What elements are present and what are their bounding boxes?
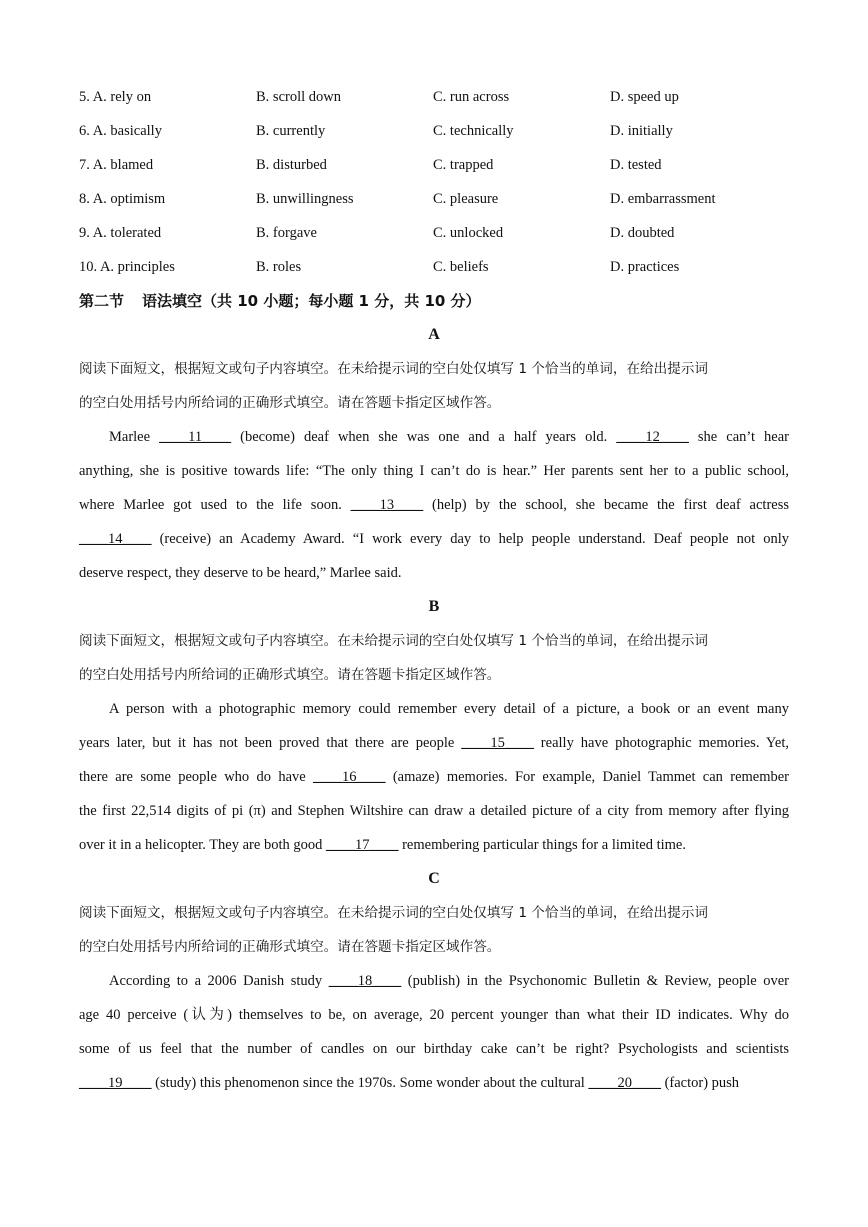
passage-text: some of us feel that the number of candles on our birthday cake can’t be right? Psychologists and scientists (79, 1041, 789, 1057)
option-a: 5. A. rely on (79, 88, 152, 105)
option-d: D. embarrassment (610, 190, 716, 207)
section-title: 语法填空（共 10 小题；每小题 1 分，共 10 分） (142, 292, 481, 310)
passage-text: (receive) an Academy Award. “I work every day to help people understand. Deaf people not only (151, 531, 789, 547)
passage-line (79, 726, 789, 760)
option-b: B. currently (256, 122, 326, 139)
option-b: B. scroll down (256, 88, 341, 105)
passage-text: anything, she is positive towards life: “The only thing I can’t do is hear.” Her parents sent her to a public school, (79, 463, 789, 479)
option-row (79, 148, 789, 182)
option-d: D. practices (610, 258, 680, 275)
section-heading (79, 284, 789, 318)
passage-text: (publish) in the Psychonomic Bulletin & Review, people over (401, 973, 789, 989)
instruction-line-2: 的空白处用括号内所给词的正确形式填空。请在答题卡指定区域作答。 (79, 939, 501, 955)
passage-b-letter: B (428, 598, 440, 615)
section-label: 第二节 (79, 292, 125, 310)
passage-line (79, 998, 789, 1032)
passage-b-instruction (79, 624, 789, 692)
passage-line (79, 828, 789, 862)
answer-blank: ____16____ (313, 769, 386, 785)
option-c: C. run across (433, 88, 510, 105)
passage-text: (become) deaf when she was one and a half years old. (231, 429, 617, 445)
passage-text: A person with a photographic memory could remember every detail of a picture, a book or an event many (109, 701, 789, 717)
options-table (79, 80, 789, 284)
passage-text: over it in a helicopter. They are both good (79, 837, 326, 853)
option-row (79, 80, 789, 114)
passage-text: the first 22,514 digits of pi (π) and Stephen Wiltshire can draw a detailed picture of a city from memory after flying (79, 803, 789, 819)
option-row (79, 114, 789, 148)
passage-text: she can’t hear (688, 429, 790, 445)
passage-text: deserve respect, they deserve to be heard,” Marlee said. (79, 565, 402, 581)
passage-line (79, 794, 789, 828)
passage-text: According to a 2006 Danish study (109, 973, 329, 989)
passage-line (79, 760, 789, 794)
passage-b-text (79, 692, 789, 862)
passage-text: where Marlee got used to the life soon. (79, 497, 351, 513)
instruction-line-2: 的空白处用括号内所给词的正确形式填空。请在答题卡指定区域作答。 (79, 395, 501, 411)
option-row (79, 216, 789, 250)
option-a: 6. A. basically (79, 122, 162, 139)
passage-text: there are some people who do have (79, 769, 314, 785)
answer-blank: ____15____ (461, 735, 534, 751)
passage-c-instruction (79, 896, 789, 964)
option-b: B. disturbed (256, 156, 327, 173)
option-b: B. roles (256, 258, 302, 275)
option-c: C. trapped (433, 156, 494, 173)
passage-text: (help) by the school, she became the first deaf actress (423, 497, 789, 513)
answer-blank: ____11____ (159, 429, 232, 445)
passage-c-letter: C (428, 870, 440, 887)
instruction-line-1: 阅读下面短文，根据短文或句子内容填空。在未给提示词的空白处仅填写 1 个恰当的单词，在给出提示词 (79, 361, 709, 377)
answer-blank: ____17____ (325, 837, 399, 853)
answer-blank: ____14____ (79, 531, 152, 547)
option-a: 8. A. optimism (79, 190, 166, 207)
passage-a-instruction (79, 352, 789, 420)
option-d: D. speed up (610, 88, 679, 105)
passage-line (79, 488, 789, 522)
passage-text: really have photographic memories. Yet, (533, 735, 789, 751)
passage-line (79, 420, 789, 454)
option-c: C. pleasure (433, 190, 499, 207)
passage-text: (study) this phenomenon since the 1970s. Some wonder about the cultural (151, 1075, 589, 1091)
instruction-line-1: 阅读下面短文，根据短文或句子内容填空。在未给提示词的空白处仅填写 1 个恰当的单词，在给出提示词 (79, 905, 709, 921)
option-c: C. unlocked (433, 224, 504, 241)
option-c: C. beliefs (433, 258, 489, 275)
document-content (79, 80, 789, 1100)
option-d: D. initially (610, 122, 673, 139)
option-d: D. tested (610, 156, 662, 173)
passage-line (79, 1032, 789, 1066)
passage-c-text (79, 964, 789, 1100)
instruction-line-2: 的空白处用括号内所给词的正确形式填空。请在答题卡指定区域作答。 (79, 667, 501, 683)
option-row (79, 250, 789, 284)
option-a: 10. A. principles (79, 258, 175, 275)
passage-line (79, 454, 789, 488)
passage-line (79, 522, 789, 556)
option-a: 7. A. blamed (79, 156, 154, 173)
option-b: B. forgave (256, 224, 317, 241)
passage-text: age 40 perceive (认为) themselves to be, on average, 20 percent younger than what their ID indicates. Why do (79, 1007, 789, 1023)
passage-line (79, 556, 789, 590)
passage-text: (amaze) memories. For example, Daniel Tammet can remember (385, 769, 790, 785)
option-c: C. technically (433, 122, 514, 139)
option-d: D. doubted (610, 224, 675, 241)
passage-a-text (79, 420, 789, 590)
option-b: B. unwillingness (256, 190, 354, 207)
answer-blank: ____12____ (616, 429, 689, 445)
answer-blank: ____18____ (328, 973, 402, 989)
passage-text: years later, but it has not been proved that there are people (79, 735, 462, 751)
answer-blank: ____19____ (79, 1075, 152, 1091)
answer-blank: ____13____ (350, 497, 424, 513)
option-a: 9. A. tolerated (79, 224, 162, 241)
answer-blank: ____20____ (588, 1075, 661, 1091)
passage-line (79, 964, 789, 998)
passage-text: (factor) push (660, 1075, 740, 1091)
passage-line (79, 1066, 789, 1100)
passage-line (79, 692, 789, 726)
instruction-line-1: 阅读下面短文，根据短文或句子内容填空。在未给提示词的空白处仅填写 1 个恰当的单词，在给出提示词 (79, 633, 709, 649)
passage-a-letter: A (428, 326, 440, 343)
option-row (79, 182, 789, 216)
passage-text: Marlee (109, 429, 160, 445)
passage-text: remembering particular things for a limited time. (398, 837, 686, 853)
